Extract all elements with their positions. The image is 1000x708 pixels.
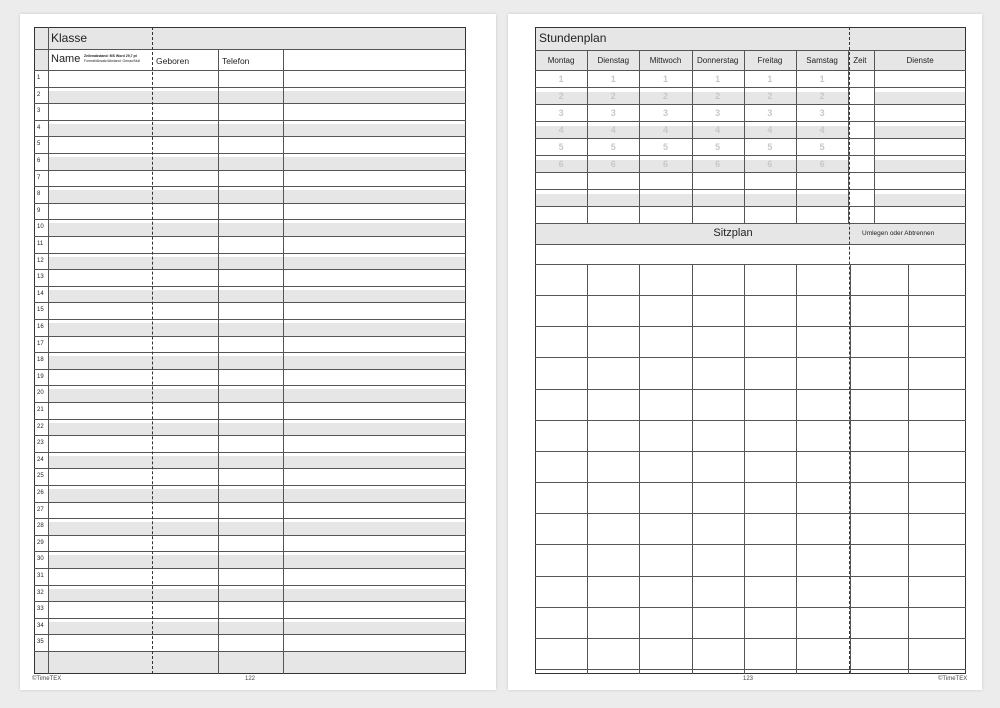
name-header: Name xyxy=(51,53,81,65)
cut-line xyxy=(152,27,153,674)
period-number: 6 xyxy=(610,159,616,169)
period-number: 5 xyxy=(819,142,825,152)
row-number: 18 xyxy=(37,357,44,364)
seat-row-line xyxy=(535,607,966,608)
class-table-border xyxy=(34,27,466,674)
zeit-header: Zeit xyxy=(853,56,867,65)
row-line xyxy=(34,203,466,204)
row-number: 8 xyxy=(37,191,41,198)
period-number: 2 xyxy=(610,91,616,101)
sitzplan-title: Sitzplan xyxy=(713,227,753,239)
row-number: 34 xyxy=(37,622,44,629)
period-number: 5 xyxy=(662,142,668,152)
row-line xyxy=(34,452,466,453)
row-line xyxy=(34,435,466,436)
row-number: 26 xyxy=(37,490,44,496)
seat-column-line xyxy=(744,264,745,674)
row-number: 6 xyxy=(37,158,41,164)
row-number: 24 xyxy=(37,456,44,463)
row-number: 10 xyxy=(37,224,44,231)
period-number: 3 xyxy=(715,108,721,118)
column-line xyxy=(283,49,284,674)
seat-row-line xyxy=(535,420,966,421)
row-number: 7 xyxy=(37,174,41,181)
row-line xyxy=(34,369,466,370)
row-number: 33 xyxy=(37,606,44,613)
header-divider xyxy=(535,50,966,51)
period-number: 3 xyxy=(610,108,616,118)
period-number: 2 xyxy=(819,91,825,101)
period-number: 4 xyxy=(558,125,564,135)
row-number: 15 xyxy=(37,307,44,314)
row-number: 31 xyxy=(37,573,44,579)
row-number: 20 xyxy=(37,390,44,397)
period-number: 2 xyxy=(558,91,564,101)
row-number: 28 xyxy=(37,523,44,530)
column-line xyxy=(218,49,219,674)
row-line xyxy=(34,518,466,519)
timetable-title: Stundenplan xyxy=(539,31,607,45)
row-line xyxy=(34,385,466,386)
seat-column-line xyxy=(908,264,909,674)
period-number: 6 xyxy=(662,159,668,169)
period-number: 5 xyxy=(558,142,564,152)
seat-row-line xyxy=(535,576,966,577)
day-header-mittwoch: Mittwoch xyxy=(649,56,682,65)
row-line xyxy=(34,253,466,254)
period-number: 1 xyxy=(662,74,668,84)
seat-row-line xyxy=(535,451,966,452)
period-number: 2 xyxy=(767,91,773,101)
period-number: 1 xyxy=(610,74,616,84)
row-number: 2 xyxy=(37,91,41,98)
period-row-line xyxy=(535,206,966,207)
day-header-freitag: Freitag xyxy=(757,56,783,65)
period-number: 3 xyxy=(767,108,773,118)
period-row-line xyxy=(535,172,966,173)
class-title: Klasse xyxy=(51,31,88,45)
row-number: 13 xyxy=(37,274,44,281)
row-number: 22 xyxy=(37,423,44,430)
period-number: 5 xyxy=(715,142,721,152)
period-number: 3 xyxy=(662,108,668,118)
row-number: 5 xyxy=(37,141,41,148)
name-note-line2: Format/Absatz/Abstand: Genau/Null xyxy=(84,59,141,63)
page-number-right: 123 xyxy=(743,676,754,682)
right-page-timetable xyxy=(508,14,982,690)
row-number: 12 xyxy=(37,257,44,264)
period-number: 4 xyxy=(610,125,616,135)
row-number: 1 xyxy=(37,75,41,81)
seat-row-line xyxy=(535,638,966,639)
day-header-montag: Montag xyxy=(547,56,575,65)
sitzplan-note: Umlegen oder Abtrennen xyxy=(862,230,935,237)
row-number: 16 xyxy=(37,324,44,330)
seat-row-line xyxy=(535,482,966,483)
period-number: 6 xyxy=(715,159,721,169)
period-row-line xyxy=(535,104,966,105)
seat-column-line xyxy=(850,264,851,674)
period-number: 4 xyxy=(662,125,668,135)
header-divider xyxy=(34,70,466,71)
row-line xyxy=(34,502,466,503)
period-row-line xyxy=(535,121,966,122)
row-line xyxy=(34,87,466,88)
row-line xyxy=(34,219,466,220)
period-number: 6 xyxy=(767,159,773,169)
row-line xyxy=(34,336,466,337)
row-line xyxy=(34,319,466,320)
zeit-column-line xyxy=(874,50,875,223)
seat-column-line xyxy=(796,264,797,674)
row-line xyxy=(34,120,466,121)
row-line xyxy=(34,618,466,619)
seat-row-line xyxy=(535,389,966,390)
seat-row-line xyxy=(535,544,966,545)
row-line xyxy=(34,286,466,287)
period-number: 2 xyxy=(662,91,668,101)
period-number: 4 xyxy=(819,125,825,135)
day-header-donnerstag: Donnerstag xyxy=(697,56,739,65)
period-number: 3 xyxy=(819,108,825,118)
row-line xyxy=(34,468,466,469)
seat-row-line xyxy=(535,357,966,358)
row-number: 32 xyxy=(37,589,44,596)
row-number: 4 xyxy=(37,124,41,131)
row-line xyxy=(34,485,466,486)
number-column-line xyxy=(48,27,49,674)
row-line xyxy=(34,352,466,353)
row-number: 27 xyxy=(37,506,44,513)
period-row-line xyxy=(535,87,966,88)
period-row-line xyxy=(535,189,966,190)
seat-row-line xyxy=(535,295,966,296)
row-number: 17 xyxy=(37,340,44,347)
row-number: 19 xyxy=(37,373,44,380)
period-number: 1 xyxy=(558,74,564,84)
period-row-line xyxy=(535,138,966,139)
period-number: 1 xyxy=(715,74,721,84)
left-page-class-list xyxy=(20,14,496,690)
row-line xyxy=(34,302,466,303)
period-number: 4 xyxy=(767,125,773,135)
telefon-header: Telefon xyxy=(222,56,250,66)
row-number: 30 xyxy=(37,556,44,563)
row-number: 9 xyxy=(37,207,41,214)
row-line xyxy=(34,103,466,104)
geboren-header: Geboren xyxy=(156,56,190,66)
period-row-line xyxy=(535,155,966,156)
row-number: 3 xyxy=(37,108,41,115)
row-line xyxy=(34,551,466,552)
day-header-dienstag: Dienstag xyxy=(597,56,630,65)
row-line xyxy=(34,186,466,187)
period-number: 1 xyxy=(819,74,825,84)
period-number: 4 xyxy=(715,125,721,135)
period-number: 1 xyxy=(767,74,773,84)
row-number: 25 xyxy=(37,473,44,480)
row-line xyxy=(34,236,466,237)
header-divider xyxy=(34,49,466,50)
row-line xyxy=(34,419,466,420)
row-line xyxy=(34,568,466,569)
period-number: 5 xyxy=(610,142,616,152)
row-number: 21 xyxy=(37,407,44,413)
row-line xyxy=(34,170,466,171)
row-number: 35 xyxy=(37,639,44,646)
page-number-left: 122 xyxy=(245,676,256,682)
period-number: 6 xyxy=(819,159,825,169)
period-number: 2 xyxy=(715,91,721,101)
name-note-line1: Zeilenabstand: MS Word 29,7 pt xyxy=(84,54,137,58)
period-number: 6 xyxy=(558,159,564,169)
header-divider xyxy=(535,70,966,71)
row-line xyxy=(34,601,466,602)
dienste-header: Dienste xyxy=(906,56,934,65)
sitzplan-divider xyxy=(535,244,966,245)
seat-row-line xyxy=(535,326,966,327)
row-line xyxy=(34,153,466,154)
row-line xyxy=(34,634,466,635)
seat-column-line xyxy=(587,264,588,674)
seat-column-line xyxy=(692,264,693,674)
seat-row-line xyxy=(535,513,966,514)
seat-row-line xyxy=(535,669,966,670)
row-number: 11 xyxy=(37,241,44,247)
row-line xyxy=(34,402,466,403)
period-number: 3 xyxy=(558,108,564,118)
row-number: 14 xyxy=(37,290,44,297)
row-number: 23 xyxy=(37,440,44,447)
row-number: 29 xyxy=(37,539,44,546)
period-row-line xyxy=(535,223,966,224)
copyright-left: ©TimeTEX xyxy=(32,676,62,682)
day-header-samstag: Samstag xyxy=(806,56,838,65)
row-line xyxy=(34,269,466,270)
seat-column-line xyxy=(639,264,640,674)
seat-grid-top xyxy=(535,264,966,265)
period-number: 5 xyxy=(767,142,773,152)
row-line xyxy=(34,535,466,536)
row-line xyxy=(34,136,466,137)
row-line xyxy=(34,585,466,586)
row-line xyxy=(34,651,466,652)
copyright-right: ©TimeTEX xyxy=(938,676,968,682)
